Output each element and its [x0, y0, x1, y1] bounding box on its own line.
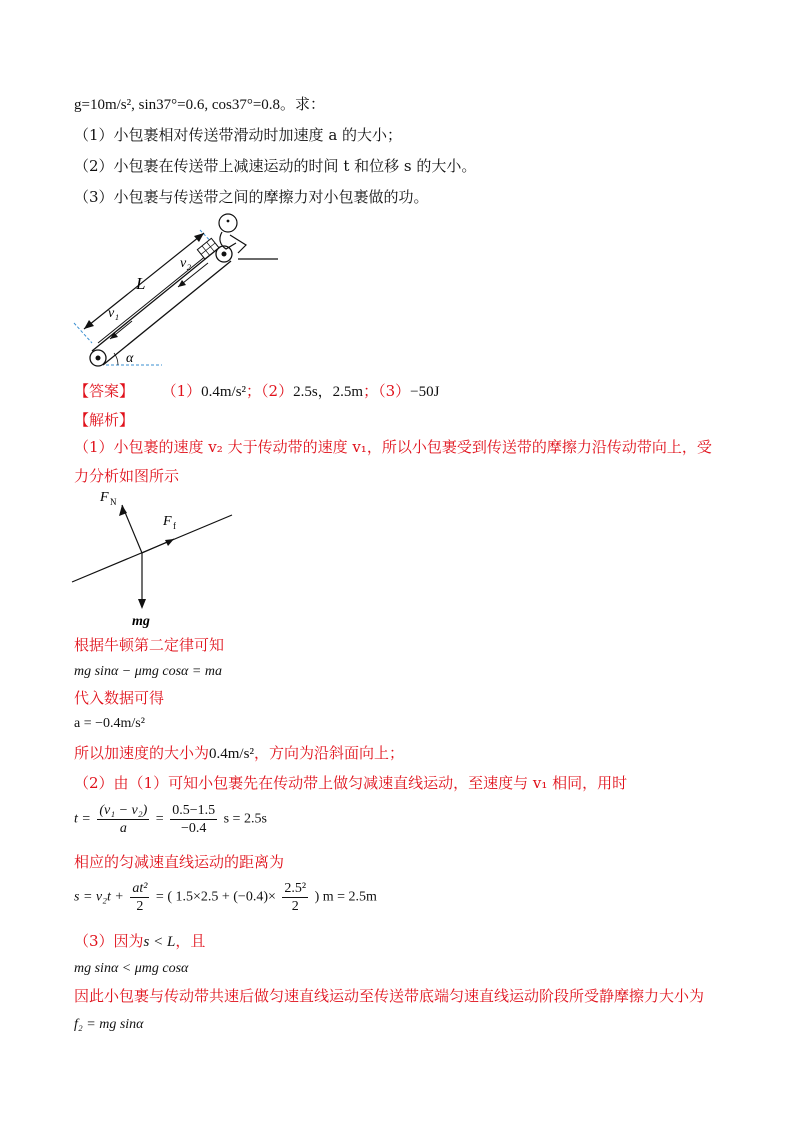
- question-2: （2）小包裹在传送带上减速运动的时间 t 和位移 s 的大小。: [74, 157, 477, 175]
- analysis-p3: [74, 931, 205, 952]
- p3-pre: （3）因为: [74, 932, 144, 950]
- distance-text: 相应的匀减速直线运动的距离为: [74, 853, 285, 871]
- equation-5: mg sinα < μmg cosα: [74, 961, 189, 976]
- label-v1: v₁: [108, 306, 120, 321]
- eq3-den: a: [119, 821, 127, 836]
- eq3-den2: −0.4: [180, 821, 207, 836]
- eq4-den: 2: [136, 899, 144, 914]
- equation-2: a = −0.4m/s²: [74, 716, 145, 731]
- newton-text: 根据牛顿第二定律可知: [74, 636, 225, 654]
- label-mg: mg: [132, 614, 150, 629]
- label-FN-sub: N: [110, 497, 117, 507]
- equation-1: mg sinα − μmg cosα = ma: [74, 664, 222, 679]
- analysis-p1-line1: （1）小包裹的速度 v₂ 大于传动带的速度 v₁，所以小包裹受到传送带的摩擦力沿传动带向上，受: [74, 438, 712, 456]
- worker-icon: [219, 214, 278, 259]
- answer-1-prefix: （1）: [161, 382, 202, 400]
- substitute-text: 代入数据可得: [74, 689, 165, 707]
- eq4-den2: 2: [291, 899, 299, 914]
- eq4-num: at²: [132, 881, 148, 896]
- equation-3: [74, 802, 267, 837]
- eq4-num2: 2.5²: [284, 881, 307, 896]
- answer-2-prefix: ；（2）: [246, 382, 294, 400]
- question-1: （1）小包裹相对传送带滑动时加速度 a 的大小；: [74, 126, 403, 144]
- given-values: g=10m/s², sin37°=0.6, cos37°=0.8。求：: [74, 97, 326, 113]
- conclusion-1-value: 0.4m/s²: [209, 746, 254, 762]
- answer-2: 2.5s，2.5m: [293, 384, 364, 400]
- analysis-p3-line2: 因此小包裹与传动带共速后做匀速直线运动至传送带底端匀速直线运动阶段所受静摩擦力大小为: [74, 987, 705, 1005]
- label-v2: v₂: [180, 256, 192, 271]
- eq4-rhs: ) m = 2.5m: [314, 889, 377, 905]
- eq3-num: (v₁ − v₂): [99, 803, 148, 818]
- label-Ff-sub: f: [173, 521, 176, 531]
- analysis-p2: （2）由（1）可知小包裹先在传动带上做匀减速直线运动，至速度与 v₁ 相同，用时: [74, 774, 628, 792]
- conclusion-1-post: ，方向为沿斜面向上；: [253, 744, 404, 762]
- conclusion-1: [74, 743, 404, 764]
- answer-3: −50J: [410, 384, 440, 400]
- eq3-mid: =: [155, 811, 164, 827]
- label-FN: F: [100, 490, 109, 505]
- label-Ff: F: [163, 514, 172, 529]
- eq4-mid: = ( 1.5×2.5 + (−0.4)×: [155, 889, 276, 905]
- answer-label: 【答案】: [74, 382, 135, 400]
- equation-4: [74, 880, 377, 915]
- conveyor-belt-figure: [70, 205, 290, 375]
- conclusion-1-pre: 所以加速度的大小为: [74, 744, 210, 762]
- analysis-label: 【解析】: [74, 411, 135, 429]
- eq3-num2: 0.5−1.5: [172, 803, 216, 818]
- equation-6: f₂ = mg sinα: [74, 1017, 144, 1032]
- answer-1: 0.4m/s²: [201, 384, 247, 400]
- eq4-lhs: s = v₂t +: [74, 889, 124, 905]
- eq3-lhs: t =: [74, 811, 91, 827]
- p3-math: s < L: [143, 934, 176, 950]
- eq3-rhs: s = 2.5s: [223, 811, 267, 827]
- question-3: （3）小包裹与传送带之间的摩擦力对小包裹做的功。: [74, 188, 429, 206]
- force-diagram: [70, 485, 240, 630]
- analysis-p1-line2: 力分析如图所示: [74, 467, 180, 485]
- label-L: L: [136, 274, 146, 293]
- answer-3-prefix: ；（3）: [363, 382, 411, 400]
- label-alpha: α: [126, 351, 134, 366]
- answer-row: [74, 381, 439, 402]
- p3-post: ，且: [175, 932, 206, 950]
